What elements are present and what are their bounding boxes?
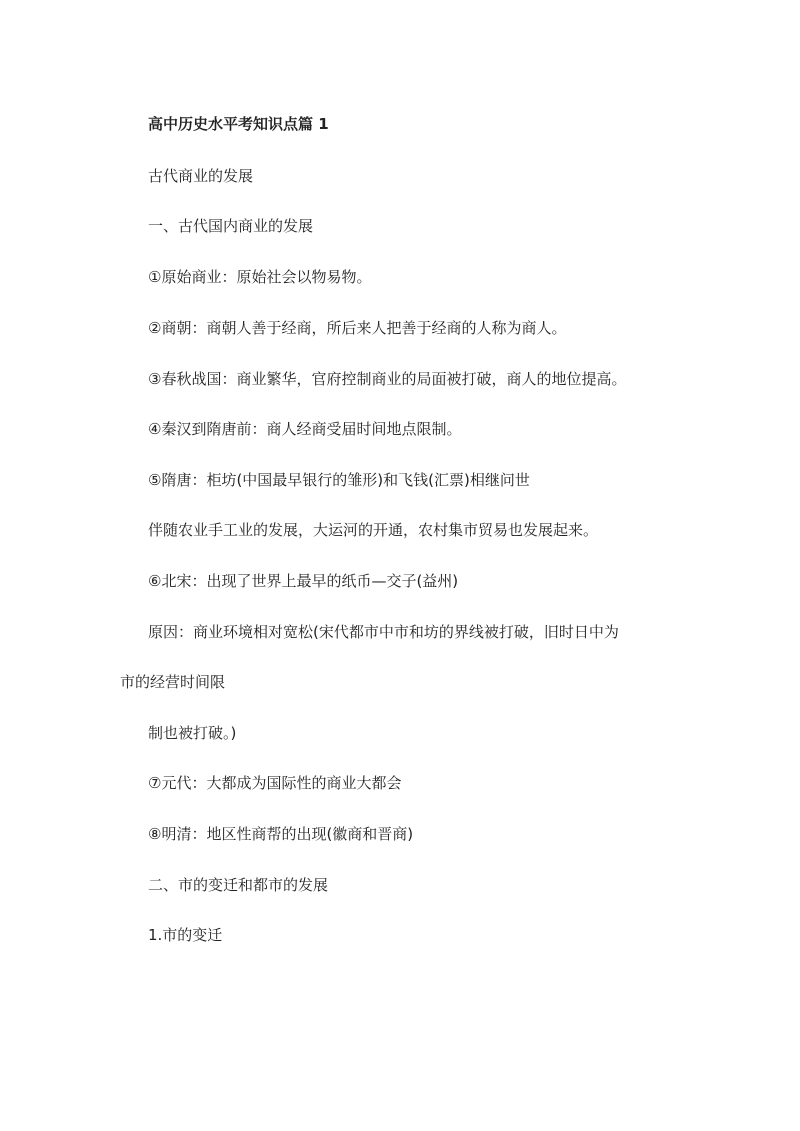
subsection-heading: 二、市的变迁和都市的发展 xyxy=(148,876,329,894)
subsection-heading: 一、古代国内商业的发展 xyxy=(148,217,314,235)
paragraph-line: ①原始商业：原始社会以物易物。 xyxy=(148,268,372,286)
paragraph-line: ③春秋战国：商业繁华，官府控制商业的局面被打破，商人的地位提高。 xyxy=(148,370,627,388)
paragraph-line: ⑤隋唐：柜坊(中国最早银行的雏形)和飞钱(汇票)相继问世 xyxy=(148,471,530,489)
paragraph-line: ⑦元代：大都成为国际性的商业大都会 xyxy=(148,774,402,792)
paragraph-line: 市的经营时间限 xyxy=(120,673,226,691)
subsection-heading: 1.市的变迁 xyxy=(148,926,223,944)
paragraph-line: ⑧明清：地区性商帮的出现(徽商和晋商) xyxy=(148,825,414,843)
section-heading: 古代商业的发展 xyxy=(148,167,254,185)
document-title: 高中历史水平考知识点篇 1 xyxy=(148,115,329,133)
paragraph-line: 原因：商业环境相对宽松(宋代都市中市和坊的界线被打破，旧时日中为 xyxy=(148,623,619,641)
paragraph-line: ④秦汉到隋唐前：商人经商受届时间地点限制。 xyxy=(148,420,462,438)
paragraph-line: 伴随农业手工业的发展，大运河的开通，农村集市贸易也发展起来。 xyxy=(148,521,599,539)
paragraph-line: ②商朝：商朝人善于经商，所后来人把善于经商的人称为商人。 xyxy=(148,319,567,337)
paragraph-line: ⑥北宋：出现了世界上最早的纸币—交子(益州) xyxy=(148,572,459,590)
paragraph-line: 制也被打破。) xyxy=(148,724,237,742)
